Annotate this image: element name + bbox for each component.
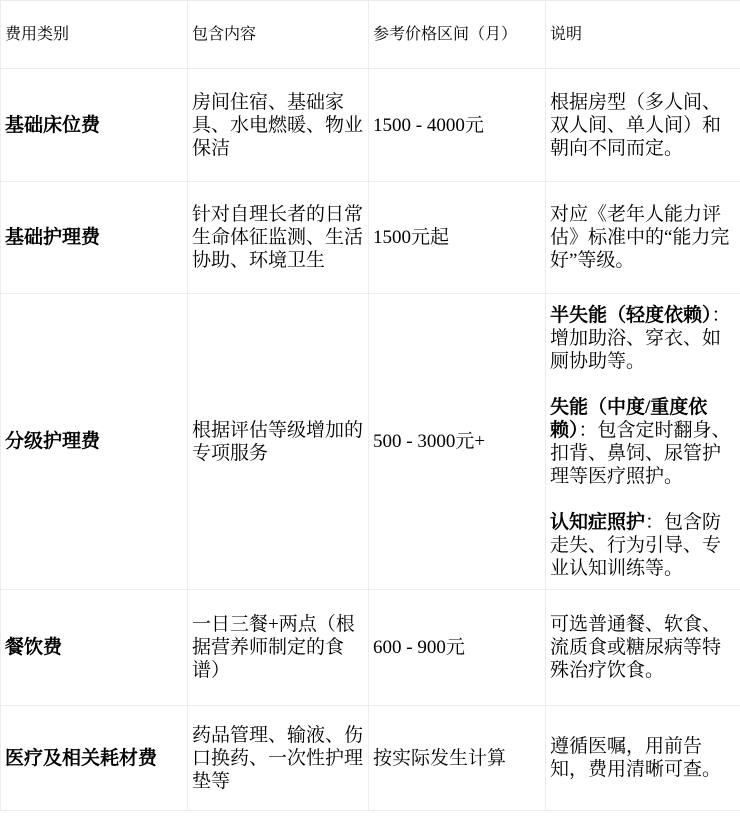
fee-row [1,182,740,294]
description-text: 根据房型（多人间、双人间、单人间）和朝向不同而定。 [550,91,722,159]
description-paragraph [550,304,736,373]
description-text: ：增加助浴、穿衣、如厕协助等。 [550,304,731,372]
description-term: 失能（中度/重度依赖） [550,396,708,441]
fee-table-body [1,69,740,811]
cell-price-range: 1500元起 [369,182,546,294]
description-text: 可选普通餐、软食、流质食或糖尿病等特殊治疗饮食。 [550,614,722,681]
description-paragraph [550,203,736,272]
description-paragraph [550,511,736,580]
cell-price-range: 1500 - 4000元 [369,69,546,182]
description-text: ：包含定时翻身、扣背、鼻饲、尿管护理等医疗照护。 [550,419,731,487]
fee-row [1,294,740,590]
description-paragraph [550,735,736,781]
cell-description [546,590,740,706]
cell-included-content: 针对自理长者的日常生命体征监测、生活协助、环境卫生 [188,182,369,294]
column-header-description: 说明 [546,1,740,69]
column-header-included-content: 包含内容 [188,1,369,69]
header-row [1,1,740,69]
cell-description [546,706,740,811]
description-text: 对应《老年人能力评估》标准中的“能力完好”等级。 [550,204,730,271]
cell-description [546,182,740,294]
fee-row [1,590,740,706]
description-paragraph [550,91,736,160]
cell-fee-category: 分级护理费 [1,294,188,590]
description-paragraph [550,396,736,488]
description-term: 半失能（轻度依赖） [550,304,712,326]
cell-price-range: 500 - 3000元+ [369,294,546,590]
description-text: ：包含防走失、行为引导、专业认知训练等。 [550,511,722,579]
cell-included-content: 房间住宿、基础家具、水电燃暖、物业保洁 [188,69,369,182]
column-header-price-range: 参考价格区间（月） [369,1,546,69]
cell-price-range: 按实际发生计算 [369,706,546,811]
cell-fee-category: 基础护理费 [1,182,188,294]
cell-included-content: 根据评估等级增加的专项服务 [188,294,369,590]
cell-included-content: 一日三餐+两点（根据营养师制定的食谱） [188,590,369,706]
cell-description [546,294,740,590]
fee-table-header [1,1,740,69]
fee-row [1,69,740,182]
cell-included-content: 药品管理、输液、伤口换药、一次性护理垫等 [188,706,369,811]
cell-fee-category: 餐饮费 [1,590,188,706]
description-term: 认知症照护 [550,511,646,533]
cell-price-range: 600 - 900元 [369,590,546,706]
description-paragraph [550,613,736,682]
fee-row [1,706,740,811]
description-text: 遵循医嘱，用前告知，费用清晰可查。 [550,736,722,780]
cell-fee-category: 基础床位费 [1,69,188,182]
column-header-fee-category: 费用类别 [1,1,188,69]
cell-description [546,69,740,182]
cell-fee-category: 医疗及相关耗材费 [1,706,188,811]
